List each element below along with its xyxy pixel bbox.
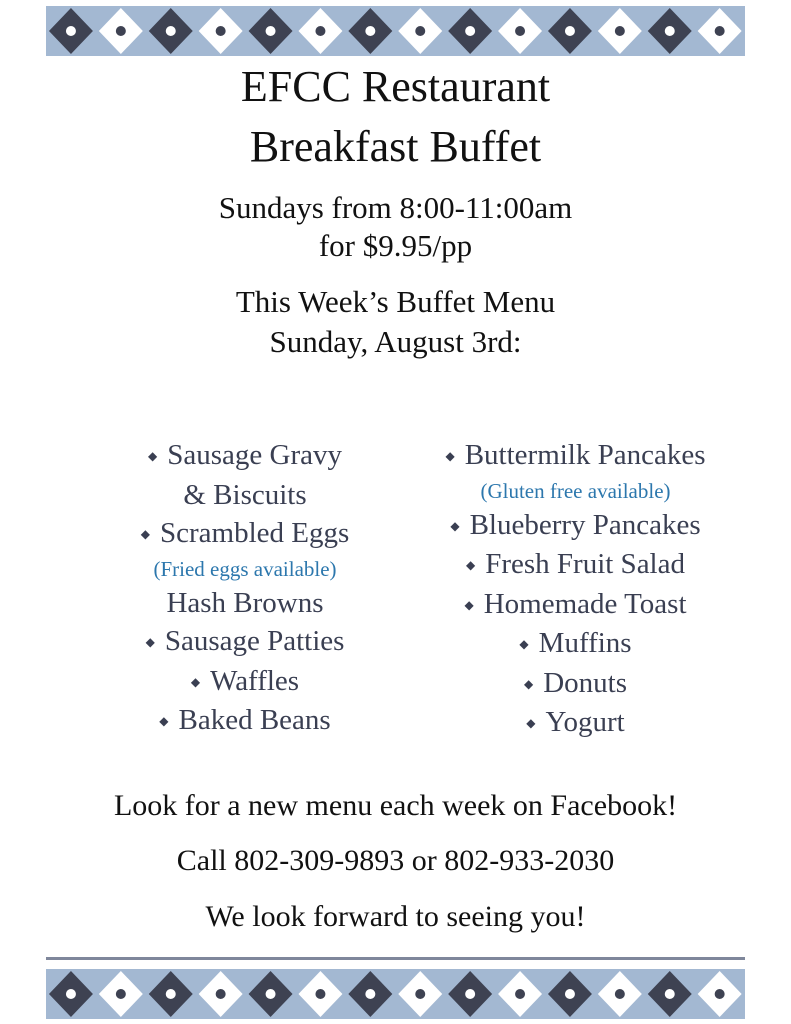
diamond-dot-icon — [465, 26, 475, 36]
diamond-dot-icon — [266, 989, 276, 999]
schedule-line: Sundays from 8:00-11:00am — [218, 190, 573, 225]
bullet-icon: ◆ — [464, 597, 474, 612]
menu-item-donuts: ◆ Donuts — [523, 666, 628, 699]
bullet-icon: ◆ — [526, 716, 536, 730]
diamond-dot-icon — [615, 26, 625, 36]
price-line: for $9.95/pp — [318, 228, 473, 263]
bottom-divider — [46, 957, 745, 960]
menu-item-fresh-fruit-salad: ◆ Fresh Fruit Salad — [465, 548, 685, 580]
menu-item-hash-browns: Hash Browns — [166, 586, 324, 619]
diamond-dot-icon — [315, 26, 325, 36]
menu-item-sausage-gravy: ◆ Sausage Gravy — [148, 439, 342, 471]
bullet-icon: ◆ — [465, 558, 476, 572]
diamond-dot-icon — [665, 989, 675, 999]
bullet-icon: ◆ — [450, 518, 460, 533]
diamond-dot-icon — [116, 989, 126, 999]
bullet-icon: ◆ — [159, 714, 169, 728]
diamond-dot-icon — [216, 989, 226, 999]
diamond-dot-icon — [166, 26, 176, 36]
menu-item-baked-beans: ◆ Baked Beans — [159, 704, 331, 736]
menu-item-waffles: ◆ Waffles — [190, 664, 300, 697]
menu-item-homemade-toast: ◆ Homemade Toast — [464, 587, 687, 620]
diamond-dot-icon — [166, 989, 176, 999]
menu-right-column — [398, 436, 753, 743]
diamond-dot-icon — [66, 989, 76, 999]
diamond-dot-icon — [116, 26, 126, 36]
menu-note-fried-eggs: (Fried eggs available) — [153, 556, 337, 581]
menu-item-blueberry-pancakes: ◆ Blueberry Pancakes — [450, 508, 701, 541]
diamond-dot-icon — [415, 26, 425, 36]
diamond-dot-icon — [515, 26, 525, 36]
diamond-dot-icon — [615, 989, 625, 999]
menu-item-buttermilk-pancakes: ◆ Buttermilk Pancakes — [445, 439, 706, 471]
menu-item-muffins: ◆ Muffins — [519, 627, 632, 659]
diamond-dot-icon — [715, 26, 725, 36]
facebook-notice: Look for a new menu each week on Facebook! — [113, 789, 678, 822]
diamond-border-pattern — [46, 6, 745, 56]
bullet-icon: ◆ — [519, 637, 529, 651]
diamond-dot-icon — [266, 26, 276, 36]
bottom-diamond-border — [46, 969, 745, 1019]
diamond-border-pattern — [46, 969, 745, 1019]
menu-left-column — [110, 436, 380, 741]
menu-item-yogurt: ◆ Yogurt — [526, 706, 625, 738]
closing-message: We look forward to seeing you! — [205, 900, 586, 933]
diamond-dot-icon — [565, 989, 575, 999]
diamond-dot-icon — [315, 989, 325, 999]
bullet-icon: ◆ — [148, 449, 158, 463]
diamond-dot-icon — [365, 26, 375, 36]
bullet-icon: ◆ — [145, 635, 155, 649]
bullet-icon: ◆ — [190, 674, 201, 689]
diamond-dot-icon — [365, 989, 375, 999]
menu-note-gluten-free: (Gluten free available) — [480, 478, 671, 503]
diamond-dot-icon — [715, 989, 725, 999]
bullet-icon: ◆ — [445, 449, 455, 463]
diamond-dot-icon — [515, 989, 525, 999]
bullet-icon: ◆ — [140, 527, 150, 541]
diamond-dot-icon — [665, 26, 675, 36]
diamond-dot-icon — [216, 26, 226, 36]
buffet-title: Breakfast Buffet — [249, 122, 542, 171]
menu-date: Sunday, August 3rd: — [269, 324, 522, 359]
menu-item-sausage-patties: ◆ Sausage Patties — [145, 625, 345, 657]
menu-heading: This Week’s Buffet Menu — [235, 284, 556, 319]
restaurant-name: EFCC Restaurant — [240, 62, 551, 111]
menu-item-biscuits: & Biscuits — [183, 478, 307, 511]
diamond-dot-icon — [565, 26, 575, 36]
phone-numbers: Call 802-309-9893 or 802-933-2030 — [176, 844, 615, 877]
diamond-dot-icon — [415, 989, 425, 999]
menu-item-scrambled-eggs: ◆ Scrambled Eggs — [140, 517, 350, 549]
top-diamond-border — [46, 6, 745, 56]
bullet-icon: ◆ — [523, 676, 534, 691]
diamond-dot-icon — [465, 989, 475, 999]
diamond-dot-icon — [66, 26, 76, 36]
